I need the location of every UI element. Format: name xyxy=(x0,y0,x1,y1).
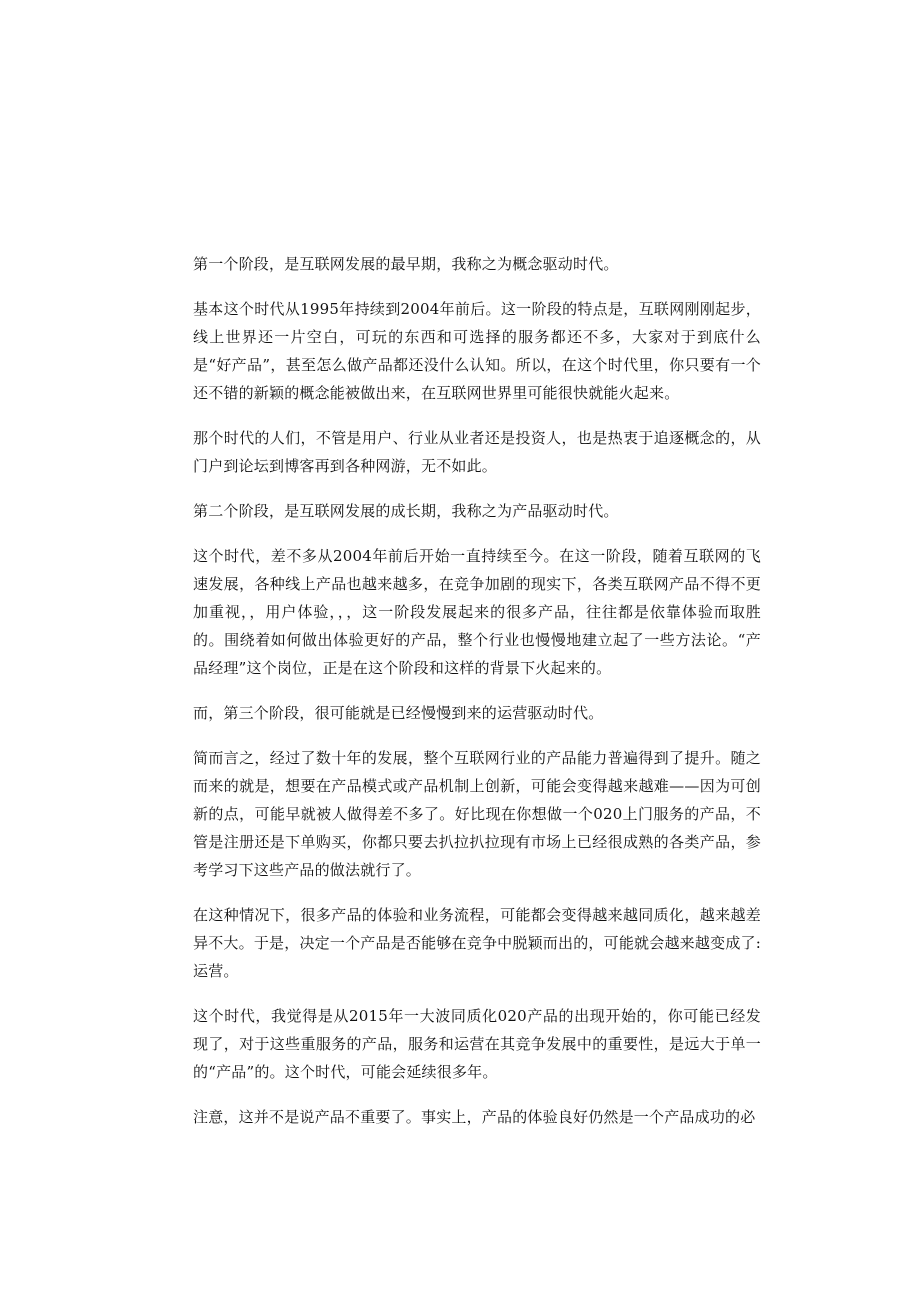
paragraph-stage-one-people: 那个时代的人们，不管是用户、行业从业者还是投资人，也是热衷于追逐概念的，从门户到论坛到博客再到各种网游，无不如此。 xyxy=(193,429,761,475)
paragraph-stage-two-body: 这个时代，差不多从2004年前后开始一直持续至今。在这一阶段，随着互联网的飞速发展，各种线上产品也越来越多，在竞争加剧的现实下，各类互联网产品不得不更加重视，，用户体验，，，这一阶段发展起来的很多产品，往往都是依靠体验而取胜的。围绕着如何做出体验更好的产品，整个行业也慢慢地建立起了一些方法论。“产品经理”这个岗位，正是在这个阶段和这样的背景下火起来的。 xyxy=(193,547,761,677)
paragraph-stage-three-heading: 而，第三个阶段，很可能就是已经慢慢到来的运营驱动时代。 xyxy=(193,704,604,722)
paragraph-stage-one-body: 基本这个时代从1995年持续到2004年前后。这一阶段的特点是，互联网刚刚起步，线上世界还一片空白，可玩的东西和可选择的服务都还不多，大家对于到底什么是“好产品”，甚至怎么做产品都还没什么认知。所以，在这个时代里，你只要有一个还不错的新颖的概念能被做出来，在互联网世界里可能很快就能火起来。 xyxy=(193,300,761,402)
paragraph-note: 注意，这并不是说产品不重要了。事实上，产品的体验良好仍然是一个产品成功的必 xyxy=(193,1108,756,1126)
paragraph-stage-three-body: 简而言之，经过了数十年的发展，整个互联网行业的产品能力普遍得到了提升。随之而来的就是，想要在产品模式或产品机制上创新，可能会变得越来越难——因为可创新的点，可能早就被人做得差不多了。好比现在你想做一个020上门服务的产品，不管是注册还是下单购买，你都只要去扒拉扒拉现有市场上已经很成熟的各类产品，参考学习下这些产品的做法就行了。 xyxy=(193,749,761,879)
paragraph-homogenization: 在这种情况下，很多产品的体验和业务流程，可能都会变得越来越同质化，越来越差异不大。于是，决定一个产品是否能够在竞争中脱颖而出的，可能就会越来越变成了:运营。 xyxy=(193,906,761,980)
paragraph-era-start: 这个时代，我觉得是从2015年一大波同质化020产品的出现开始的，你可能已经发现了，对于这些重服务的产品，服务和运营在其竞争发展中的重要性，是远大于单一的“产品”的。这个时代，可能会延续很多年。 xyxy=(193,1007,761,1081)
paragraph-stage-one-heading: 第一个阶段，是互联网发展的最早期，我称之为概念驱动时代。 xyxy=(193,255,619,273)
document-page xyxy=(193,250,761,1148)
paragraph-stage-two-heading: 第二个阶段，是互联网发展的成长期，我称之为产品驱动时代。 xyxy=(193,502,619,520)
